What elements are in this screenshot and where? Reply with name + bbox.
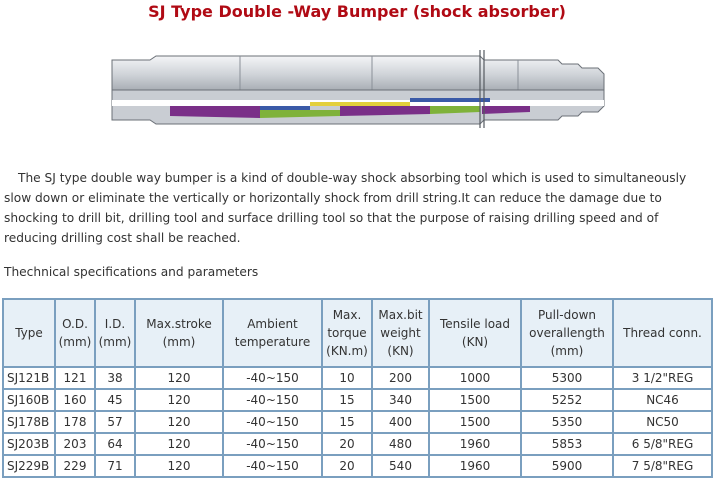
table-cell: 229 <box>55 455 95 477</box>
header-cell: Max.stroke (mm) <box>135 299 223 367</box>
table-cell: 400 <box>372 411 429 433</box>
table-row <box>3 367 712 389</box>
table-cell: NC46 <box>613 389 712 411</box>
table-cell: 5300 <box>521 367 613 389</box>
table-cell: SJ178B <box>3 411 55 433</box>
table-cell: 200 <box>372 367 429 389</box>
bumper-tool-drawing <box>110 50 614 128</box>
table-cell: 120 <box>135 455 223 477</box>
table-cell: 20 <box>322 455 372 477</box>
table-cell: 6 5/8"REG <box>613 433 712 455</box>
table-cell: 1000 <box>429 367 521 389</box>
header-cell: Ambient temperature <box>223 299 322 367</box>
description-paragraph: The SJ type double way bumper is a kind of double-way shock absorbing tool which is used to simultaneously slow down or eliminate the vertically or horizontally shock from drill string.It can reduce the damage due to shocking to drill bit, drilling tool and surface drilling tool so that the purpose of raising drilling speed and of reducing drilling cost shall be reached. <box>4 171 687 245</box>
table-row <box>3 455 712 477</box>
header-cell: Max.bit weight (KN) <box>372 299 429 367</box>
table-cell: -40~150 <box>223 367 322 389</box>
table-cell: -40~150 <box>223 411 322 433</box>
header-cell: I.D. (mm) <box>95 299 135 367</box>
table-cell: SJ160B <box>3 389 55 411</box>
table-row <box>3 389 712 411</box>
header-cell: O.D. (mm) <box>55 299 95 367</box>
table-cell: 15 <box>322 389 372 411</box>
table-cell: 203 <box>55 433 95 455</box>
table-cell: -40~150 <box>223 455 322 477</box>
table-cell: 1960 <box>429 433 521 455</box>
table-cell: 38 <box>95 367 135 389</box>
header-cell: Pull-down overallength (mm) <box>521 299 613 367</box>
table-cell: 1960 <box>429 455 521 477</box>
table-cell: 1500 <box>429 411 521 433</box>
table-cell: 178 <box>55 411 95 433</box>
table-cell: 5853 <box>521 433 613 455</box>
table-cell: 480 <box>372 433 429 455</box>
header-cell: Type <box>3 299 55 367</box>
table-row <box>3 411 712 433</box>
table-cell: NC50 <box>613 411 712 433</box>
table-row <box>3 433 712 455</box>
table-cell: 15 <box>322 411 372 433</box>
table-cell: 340 <box>372 389 429 411</box>
table-cell: 64 <box>95 433 135 455</box>
table-cell: 1500 <box>429 389 521 411</box>
page-title: SJ Type Double -Way Bumper (shock absorber) <box>148 2 566 21</box>
spec-table <box>2 298 713 478</box>
header-cell: Tensile load (KN) <box>429 299 521 367</box>
header-cell: Max. torque (KN.m) <box>322 299 372 367</box>
yellow-section <box>310 102 410 106</box>
table-cell: 160 <box>55 389 95 411</box>
table-cell: 121 <box>55 367 95 389</box>
table-cell: 5252 <box>521 389 613 411</box>
spec-heading: Thechnical specifications and parameters <box>4 265 259 279</box>
table-cell: 120 <box>135 389 223 411</box>
header-cell: Thread conn. <box>613 299 712 367</box>
table-header-row <box>3 299 712 367</box>
table-cell: 71 <box>95 455 135 477</box>
table-cell: 20 <box>322 433 372 455</box>
table-cell: -40~150 <box>223 389 322 411</box>
table-cell: 3 1/2"REG <box>613 367 712 389</box>
table-cell: SJ121B <box>3 367 55 389</box>
blue-section <box>260 106 310 110</box>
table-cell: -40~150 <box>223 433 322 455</box>
table-cell: 57 <box>95 411 135 433</box>
table-cell: 120 <box>135 433 223 455</box>
table-cell: 120 <box>135 367 223 389</box>
table-cell: 5350 <box>521 411 613 433</box>
purple-section <box>170 106 260 118</box>
table-cell: 120 <box>135 411 223 433</box>
table-cell: 45 <box>95 389 135 411</box>
table-cell: 7 5/8"REG <box>613 455 712 477</box>
table-cell: 5900 <box>521 455 613 477</box>
table-cell: 540 <box>372 455 429 477</box>
table-cell: 10 <box>322 367 372 389</box>
table-cell: SJ229B <box>3 455 55 477</box>
table-cell: SJ203B <box>3 433 55 455</box>
